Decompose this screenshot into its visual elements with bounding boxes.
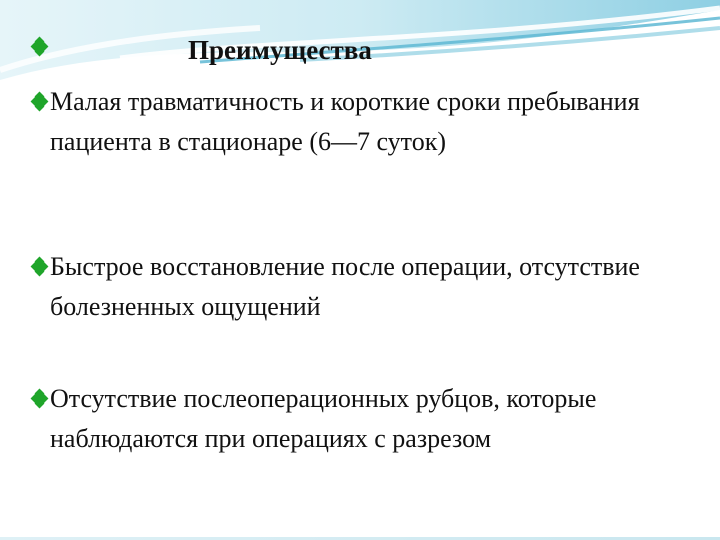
diamond-bullet-icon (32, 93, 48, 109)
title-row (30, 30, 630, 70)
list-item (32, 82, 652, 162)
list-item (32, 247, 652, 327)
list-item-text: Быстрое восстановление после операции, отсутствие болезненных ощущений (50, 252, 640, 321)
list-item-text: Малая травматичность и короткие сроки пребывания пациента в стационаре (6—7 суток) (50, 87, 640, 156)
diamond-bullet-icon (32, 38, 48, 54)
slide-title: Преимущества (188, 35, 372, 65)
diamond-bullet-icon (32, 258, 48, 274)
list-item-text: Отсутствие послеоперационных рубцов, которые наблюдаются при операциях с разрезом (50, 384, 597, 453)
diamond-bullet-icon (32, 390, 48, 406)
list-item (32, 379, 652, 459)
